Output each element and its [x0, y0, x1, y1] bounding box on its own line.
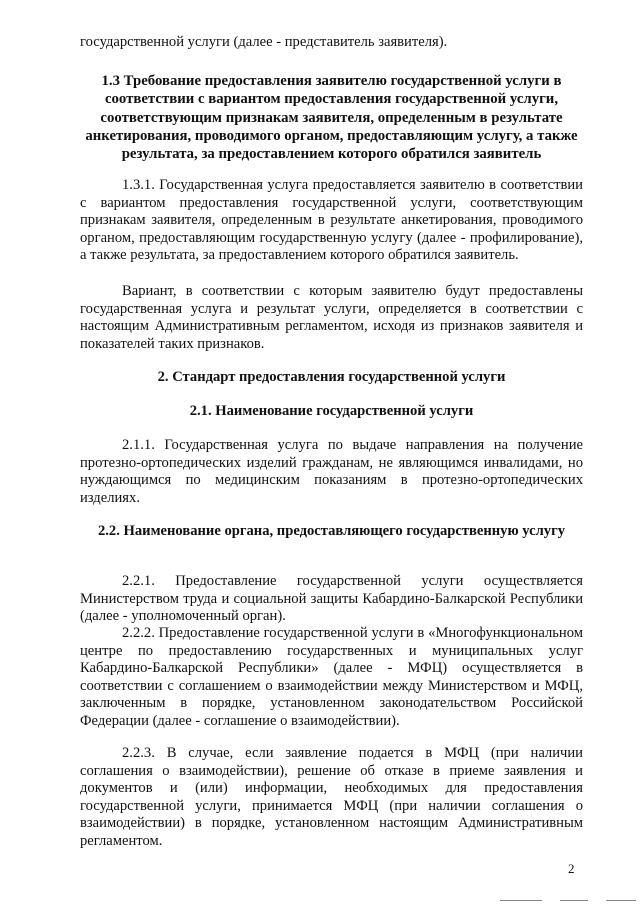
scan-edge-mark: [606, 900, 636, 901]
paragraph-1-3-1-variant: Вариант, в соответствии с которым заявителю будут предоставлены государственная услуга и результат услуги, определяется в соответствии с настоящим Административным регламентом, исходя из признаков заявителя и показателей таких признаков.: [80, 283, 583, 352]
section-1-3-heading: 1.3 Требование предоставления заявителю государственной услуги в соответствии с вариантом предоставления государственной услуги, соответствующим признакам заявителя, определенным в результате анкетирования, проводимого органом, предоставляющим услугу, а также результата, за предоставлением которого обратился заявитель: [85, 73, 578, 163]
paragraph-2-2-2: 2.2.2. Предоставление государственной услуги в «Многофункциональном центре по предоставлению государственных и муниципальных услуг Кабардино-Балкарской Республики» (далее - МФЦ) осуществляется в соответствии с соглашением о взаимодействии между Министерством и МФЦ, заключенным в порядке, установленном законодательством Российской Федерации (далее - соглашение о взаимодействии).: [80, 625, 583, 729]
intro-line: государственной услуги (далее - представитель заявителя).: [80, 34, 448, 50]
paragraph-2-2-1: 2.2.1. Предоставление государственной услуги осуществляется Министерством труда и социальной защиты Кабардино-Балкарской Республики (далее - уполномоченный орган).: [80, 573, 583, 624]
paragraph-2-2-3: 2.2.3. В случае, если заявление подается в МФЦ (при наличии соглашения о взаимодействии), решение об отказе в приеме заявления и документов и (или) информации, необходимых для предоставления государственной услуги, принимается МФЦ (при наличии соглашения о взаимодействии) в порядке, установленном настоящим Административным регламентом.: [80, 745, 583, 849]
section-2-2-heading: 2.2. Наименование органа, предоставляющего государственную услугу: [97, 523, 566, 539]
paragraph-2-1-1: 2.1.1. Государственная услуга по выдаче направления на получение протезно-ортопедических изделий гражданам, не являющимся инвалидами, но нуждающимся по медицинским показаниям в протезно-ортопедических изделиях.: [80, 437, 583, 506]
section-2-heading: 2. Стандарт предоставления государственной услуги: [157, 369, 506, 385]
scan-edge-mark: [560, 900, 588, 901]
scan-edge-mark: [500, 900, 542, 901]
page-number: 2: [568, 861, 575, 876]
section-2-1-heading: 2.1. Наименование государственной услуги: [189, 403, 474, 419]
paragraph-1-3-1: 1.3.1. Государственная услуга предоставляется заявителю в соответствии с вариантом предоставления государственной услуги, соответствующим признакам заявителя, определенным в результате анкетирования, проводимого органом, предоставляющим государственную услугу (далее - профилирование), а также результата, за предоставлением которого обратился заявитель.: [80, 177, 583, 263]
